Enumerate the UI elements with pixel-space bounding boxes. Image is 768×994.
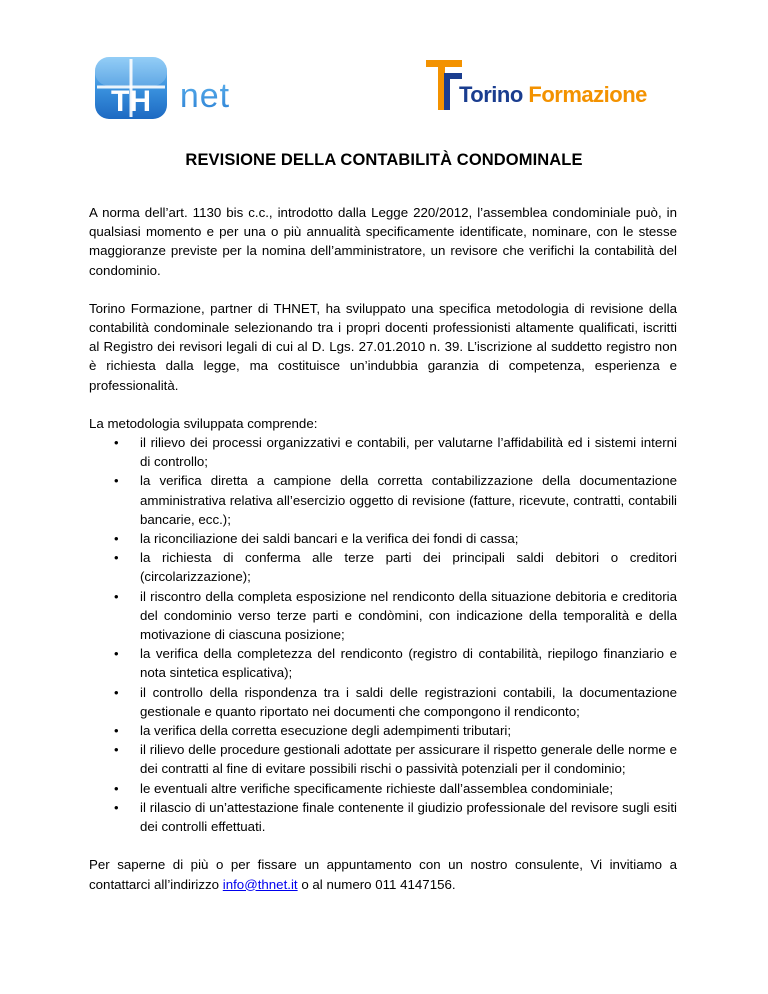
tf-wordmark: Torino Formazione	[459, 82, 647, 107]
bullet-icon: •	[114, 799, 119, 815]
email-link[interactable]: info@thnet.it	[222, 876, 298, 892]
list-item: • il rilievo delle procedure gestionali adottate per assicurare il rispetto generale delle norme e dei contratti al fine di evitare possibili rischi o passività potenziali per il condominio;	[114, 742, 677, 777]
bullet-icon: •	[114, 780, 119, 796]
bullet-icon: •	[114, 742, 119, 758]
page-title: REVISIONE DELLA CONTABILITÀ CONDOMINALE	[185, 151, 583, 169]
list-item: • il rilievo dei processi organizzativi e contabili, per valutarne l’affidabilità ed i sistemi interni di controllo;	[114, 435, 677, 470]
list-item: • la verifica della completezza del rendiconto (registro di contabilità, riepilogo finanziario e nota sintetica esplicativa);	[114, 646, 677, 681]
svg-text:TH: TH	[111, 85, 151, 118]
svg-text:net: net	[179, 77, 231, 115]
torino-formazione-logo	[424, 58, 682, 114]
list-intro: La metodologia sviluppata comprende:	[89, 415, 318, 431]
bullet-icon: •	[114, 435, 119, 451]
methodology-list	[89, 433, 677, 836]
bullet-icon: •	[114, 684, 119, 700]
tf-mark-icon	[424, 58, 464, 114]
list-item: • la richiesta di conferma alle terze parti dei principali saldi debitori o creditori (circolarizzazione);	[114, 550, 677, 585]
bullet-icon: •	[114, 473, 119, 489]
paragraph-closing: Per saperne di più o per fissare un appuntamento con un nostro consulente, Vi invitiamo a contattarci all’indirizzo info@thnet.it o al numero 011 4147156.	[89, 857, 677, 892]
bullet-icon: •	[114, 531, 119, 547]
bullet-icon: •	[114, 646, 119, 662]
bullet-icon: •	[114, 550, 119, 566]
thnet-logo-graphic	[95, 57, 245, 119]
list-item: • il riscontro della completa esposizione nel rendiconto della situazione debitoria e creditoria del condominio verso terze parti e condòmini, con indicazione della temporalità e della motivazione di ciascuna posizione;	[114, 588, 677, 643]
list-item: • il rilascio di un’attestazione finale contenente il giudizio professionale del revisore sugli esiti dei controlli effettuati.	[114, 799, 677, 835]
list-item: • le eventuali altre verifiche specificamente richieste dall’assemblea condominiale;	[89, 779, 677, 798]
list-item: • la verifica diretta a campione della corretta contabilizzazione della documentazione amministrativa relativa all’esercizio oggetto di revisione (fatture, ricevute, contratti, contabili bancarie, ecc.);	[114, 473, 677, 527]
thnet-logo	[95, 57, 245, 119]
list-item: • il controllo della rispondenza tra i saldi delle registrazioni contabili, la documentazione gestionale e quanto riportato nei documenti che compongono il rendiconto;	[114, 684, 677, 719]
list-item: • la verifica della corretta esecuzione degli adempimenti tributari;	[89, 721, 677, 740]
bullet-icon: •	[114, 588, 119, 604]
bullet-icon: •	[114, 723, 119, 739]
paragraph-intro: A norma dell’art. 1130 bis c.c., introdotto dalla Legge 220/2012, l’assemblea condominiale può, in qualsiasi momento e per una o più annualità specificamente identificate, nominare, con le stesse maggioranze previste per la nomina dell’amministratore, un revisore che verifichi la contabilità del condominio.	[89, 205, 677, 278]
list-item: • la riconciliazione dei saldi bancari e la verifica dei fondi di cassa;	[89, 529, 677, 548]
paragraph-methodology: Torino Formazione, partner di THNET, ha sviluppato una specifica metodologia di revisione della contabilità condominale selezionando tra i propri docenti professionisti altamente qualificati, iscritti al Registro dei revisori legali di cui al D. Lgs. 27.01.2010 n. 39. L’iscrizione al suddetto registro non è richiesta dalla legge, ma costituisce un’indubbia garanzia di competenza, esperienza e professionalità.	[89, 300, 677, 393]
document-body	[89, 203, 677, 913]
